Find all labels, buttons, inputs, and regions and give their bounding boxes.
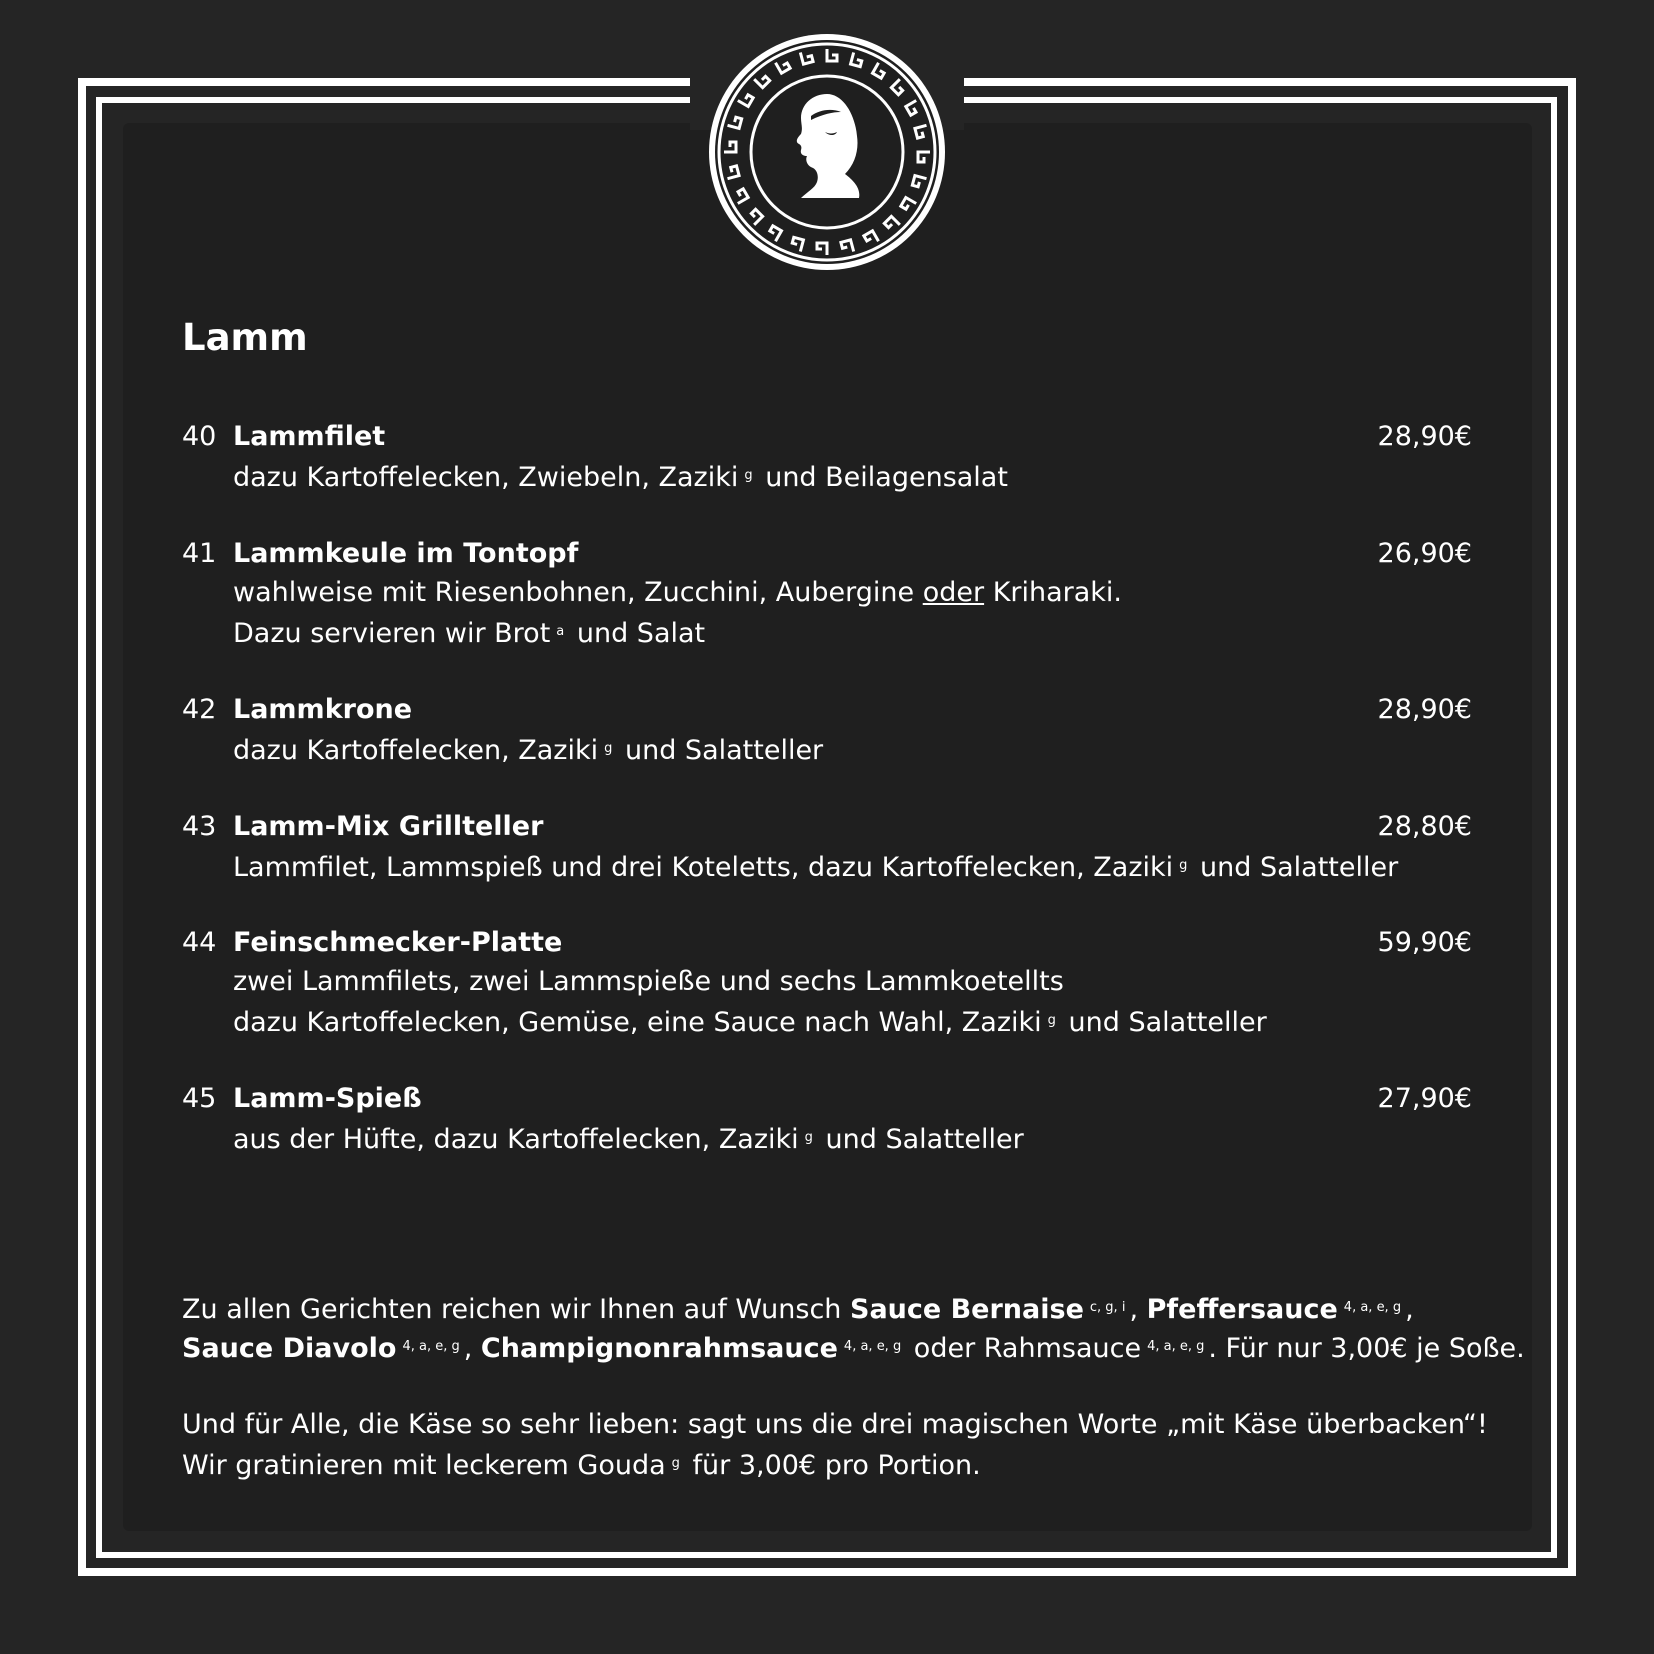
item-description [233, 1118, 1024, 1159]
description-line [233, 612, 1122, 653]
description-text: dazu Kartoffelecken, Zaziki [233, 735, 599, 766]
item-number: 41 [182, 538, 217, 569]
cheese-note-line2: Wir gratinieren mit leckerem Gouda $^g$ für 3,00€ pro Portion. [182, 1450, 981, 1481]
description-text: dazu Kartoffelecken, Zwiebeln, Zaziki [233, 462, 739, 493]
item-name: Lamm-Mix Grillteller [233, 811, 544, 842]
allergen-mark: g [604, 741, 613, 756]
description-text: und Salat [576, 618, 706, 649]
item-price: 26,90€ [1377, 538, 1472, 569]
description-text: und Salatteller [1200, 852, 1399, 883]
item-price: 28,90€ [1377, 694, 1472, 725]
description-line [233, 729, 823, 770]
item-number: 45 [182, 1083, 217, 1114]
description-text: aus der Hüfte, dazu Kartoffelecken, Zaziki [233, 1124, 799, 1155]
allergen-mark: g [744, 468, 753, 483]
item-description [233, 573, 1122, 653]
item-number: 42 [182, 694, 217, 725]
item-description [233, 846, 1398, 887]
description-line [233, 456, 1008, 497]
item-price: 28,90€ [1377, 421, 1472, 452]
allergen-mark: g [804, 1130, 813, 1145]
description-line [233, 1001, 1267, 1042]
item-price: 28,80€ [1377, 811, 1472, 842]
description-text: und Beilagensalat [765, 462, 1008, 493]
description-text: und Salatteller [624, 735, 824, 766]
item-number: 44 [182, 927, 217, 958]
allergen-mark: g [1179, 858, 1188, 873]
item-name: Lammkrone [233, 694, 413, 725]
description-text: Dazu servieren wir Brot [233, 618, 551, 649]
description-line [233, 962, 1267, 1001]
item-number: 43 [182, 811, 217, 842]
item-name: Lamm-Spieß [233, 1083, 422, 1114]
item-name: Lammkeule im Tontopf [233, 538, 579, 569]
item-description [233, 456, 1008, 497]
cheese-note: Und für Alle, die Käse so sehr lieben: sagt uns die drei magischen Worte „mit Käse überbacken“! [182, 1409, 1488, 1440]
item-price: 27,90€ [1377, 1083, 1472, 1114]
description-text: zwei Lammfilets, zwei Lammspieße und sechs Lammkoetellts [233, 966, 1064, 997]
allergen-mark: g [1047, 1013, 1056, 1028]
sauce-note: Zu allen Gerichten reichen wir Ihnen auf Wunsch Sauce Bernaise $^{c, g, i}$ , Pfeffersauce $^{4, a, e, g}$ , [182, 1294, 1414, 1325]
item-description [233, 962, 1267, 1042]
item-name: Feinschmecker-Platte [233, 927, 563, 958]
description-text: dazu Kartoffelecken, Gemüse, eine Sauce nach Wahl, Zaziki [233, 1007, 1042, 1038]
greek-head-logo [707, 32, 947, 272]
description-line [233, 846, 1398, 887]
description-text: Kriharaki. [992, 577, 1123, 608]
emphasis-word: oder [922, 577, 985, 608]
item-number: 40 [182, 421, 217, 452]
item-name: Lammfilet [233, 421, 386, 452]
item-description [233, 729, 823, 770]
item-price: 59,90€ [1377, 927, 1472, 958]
sauce-note-line2: Sauce Diavolo $^{4, a, e, g}$ , Champignonrahmsauce $^{4, a, e, g}$ oder Rahmsauce $^{4, a, e, g}$ . Für nur 3,00€ je Soße. [182, 1333, 1525, 1364]
description-text: wahlweise mit Riesenbohnen, Zucchini, Aubergine [233, 577, 915, 608]
description-text: Lammfilet, Lammspieß und drei Koteletts, dazu Kartoffelecken, Zaziki [233, 852, 1174, 883]
allergen-mark: a [556, 624, 565, 639]
description-text: und Salatteller [1068, 1007, 1267, 1038]
description-line [233, 573, 1122, 612]
description-line [233, 1118, 1024, 1159]
description-text: und Salatteller [825, 1124, 1024, 1155]
section-title: Lamm [182, 316, 308, 359]
